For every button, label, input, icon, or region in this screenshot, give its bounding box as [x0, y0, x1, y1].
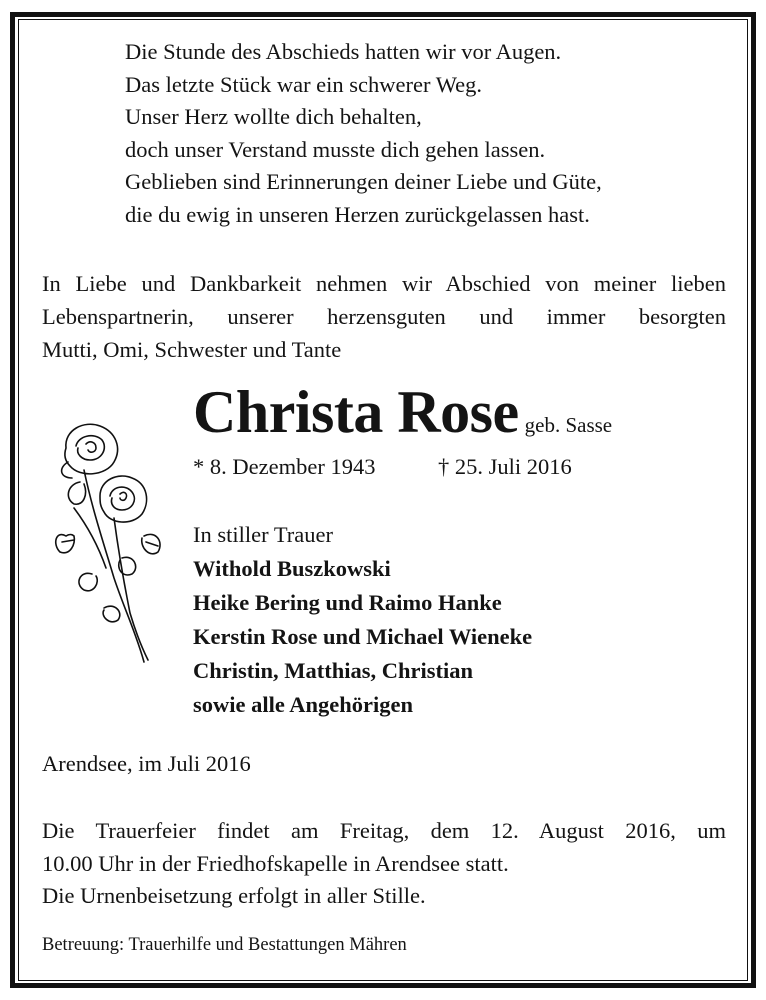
- mourner-name: Heike Bering und Raimo Hanke: [193, 590, 502, 615]
- mourners-heading: In stiller Trauer: [193, 522, 333, 547]
- intro-line: Mutti, Omi, Schwester und Tante: [42, 337, 342, 362]
- service-line: Die Urnenbeisetzung erfolgt in aller Stille.: [42, 883, 426, 908]
- poem: [125, 36, 725, 231]
- mourner-name: Withold Buszkowski: [193, 556, 391, 581]
- mourners-block: [193, 518, 532, 722]
- intro-line: In Liebe und Dankbarkeit nehmen wir Abschied von meiner lieben: [42, 271, 726, 296]
- mourner-name: Christin, Matthias, Christian: [193, 658, 474, 683]
- service-paragraph: [42, 815, 726, 913]
- maiden-name: geb. Sasse: [524, 413, 613, 437]
- deceased-name-row: [193, 377, 612, 447]
- poem-line: doch unser Verstand musste dich gehen lassen.: [125, 136, 546, 162]
- poem-line: Geblieben sind Erinnerungen deiner Liebe und Güte,: [125, 169, 602, 194]
- mourner-name: Kerstin Rose und Michael Wieneke: [193, 624, 533, 649]
- service-line: Die Trauerfeier findet am Freitag, dem 12. August 2016, um: [42, 818, 726, 843]
- rose-icon: [44, 418, 168, 668]
- poem-line: die du ewig in unseren Herzen zurückgelassen hast.: [125, 201, 590, 227]
- poem-line: Das letzte Stück war ein schwerer Weg.: [125, 71, 483, 97]
- deceased-name: Christa Rose: [193, 379, 519, 445]
- death-date: † 25. Juli 2016: [438, 454, 572, 479]
- birth-date: * 8. Dezember 1943: [193, 454, 376, 479]
- poem-line: Die Stunde des Abschieds hatten wir vor Augen.: [125, 39, 562, 64]
- intro-paragraph: [42, 267, 726, 366]
- intro-line: Lebenspartnerin, unserer herzensguten und immer besorgten: [42, 304, 726, 329]
- service-line: 10.00 Uhr in der Friedhofskapelle in Arendsee statt.: [42, 850, 509, 876]
- poem-line: Unser Herz wollte dich behalten,: [125, 104, 422, 129]
- funeral-home-credit: Betreuung: Trauerhilfe und Bestattungen Mähren: [42, 935, 407, 955]
- place-date: Arendsee, im Juli 2016: [42, 751, 251, 776]
- mourner-name: sowie alle Angehörigen: [193, 692, 413, 717]
